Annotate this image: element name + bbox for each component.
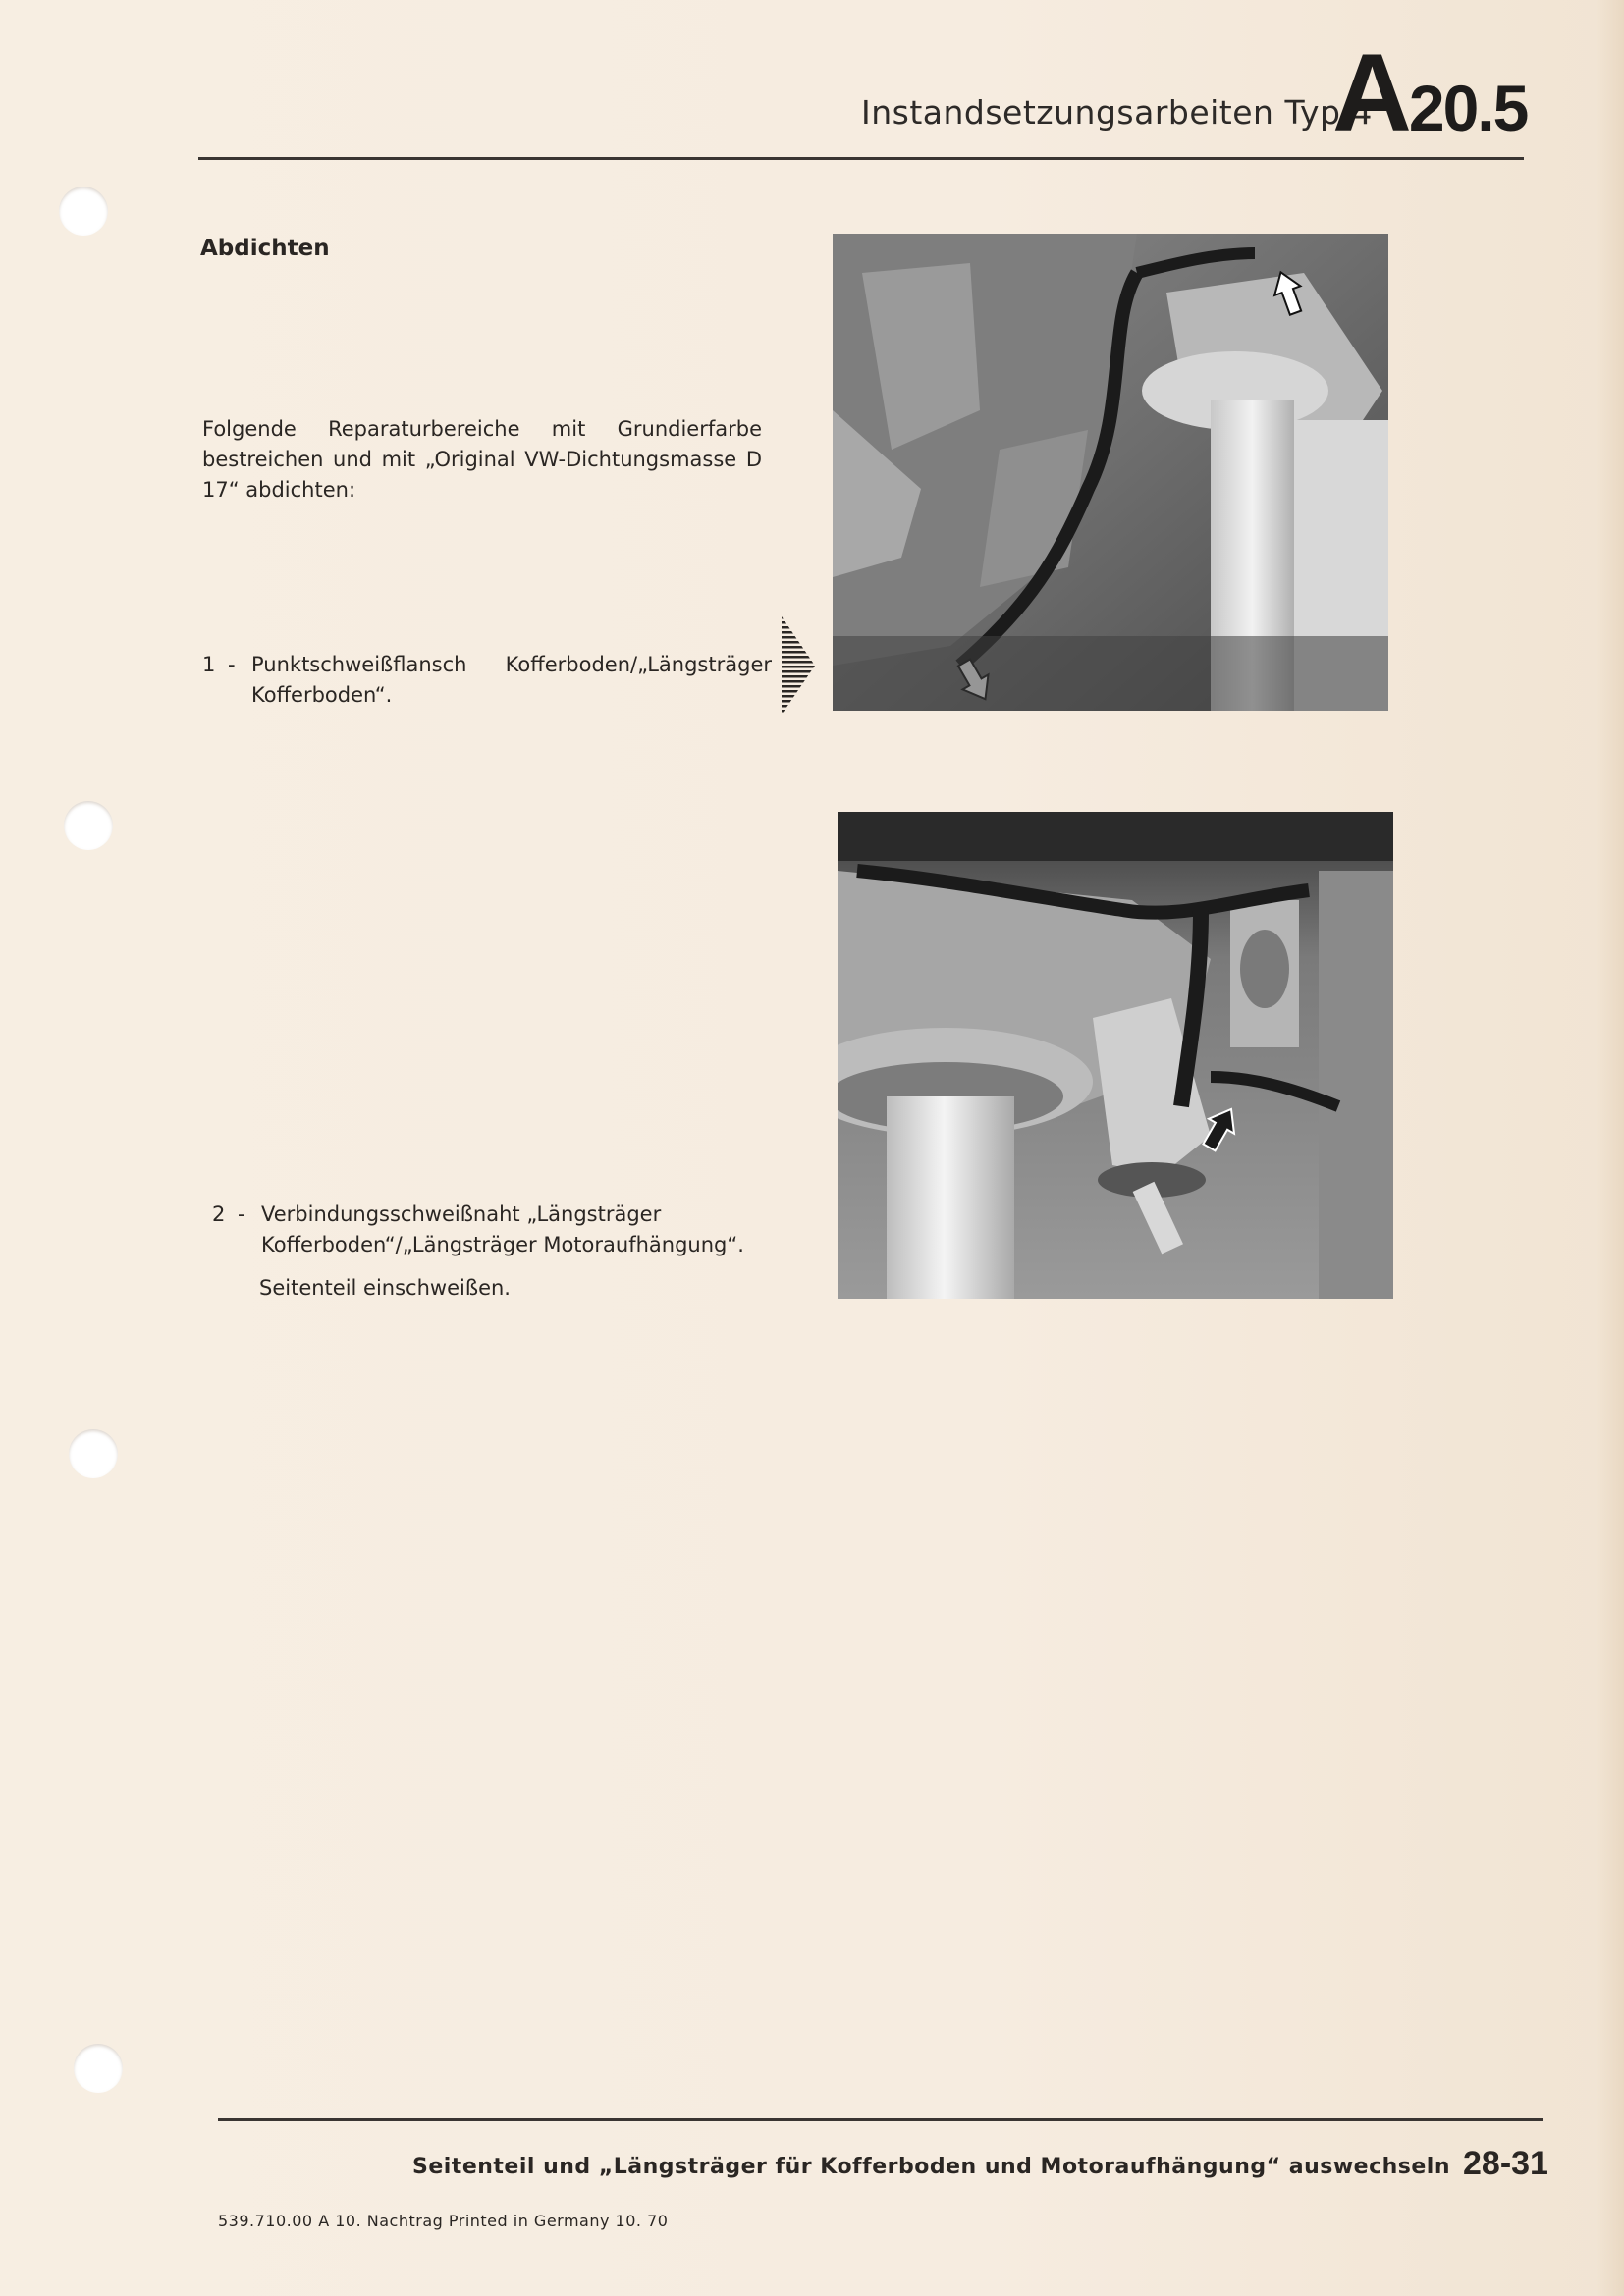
section-heading: Abdichten [200,236,330,261]
step-number: 2 [212,1202,226,1226]
section-code [1332,31,1528,154]
step-2-note: Seitenteil einschweißen. [259,1276,511,1300]
section-code-number: 20.5 [1408,72,1528,144]
imprint-line: 539.710.00 A 10. Nachtrag Printed in Germany 10. 70 [218,2212,669,2230]
photo-seal-flange [833,234,1388,711]
punch-hole [59,187,108,236]
step-dash: - [228,653,236,676]
header-rule [198,157,1524,160]
punch-hole [69,1429,118,1478]
page-edge-shading [1597,0,1624,2296]
punch-hole [64,801,113,850]
step-number: 1 [202,653,216,676]
page-number: 28-31 [1463,2145,1548,2182]
photo-seal-weld-seam [838,812,1393,1299]
footer-title: Seitenteil und „Längsträger für Kofferboden und Motoraufhängung“ auswechseln [412,2155,1450,2179]
intro-paragraph: Folgende Reparaturbereiche mit Grundierfarbe bestreichen und mit „Original VW-Dichtungsmasse D 17“ abdichten: [202,417,762,502]
header-title: Instandsetzungsarbeiten Typ 4 [861,93,1373,132]
step-text: Verbindungsschweißnaht „Längsträger Kofferboden“/„Längsträger Motoraufhängung“. [261,1202,744,1256]
pointer-arrow-icon [782,616,817,715]
step-1 [202,650,772,719]
step-text: Punktschweißflansch Kofferboden/„Längsträger Kofferboden“. [251,653,772,707]
section-code-letter: A [1332,31,1409,154]
punch-hole [74,2044,123,2093]
footer-rule [218,2118,1543,2121]
step-dash: - [238,1202,245,1226]
